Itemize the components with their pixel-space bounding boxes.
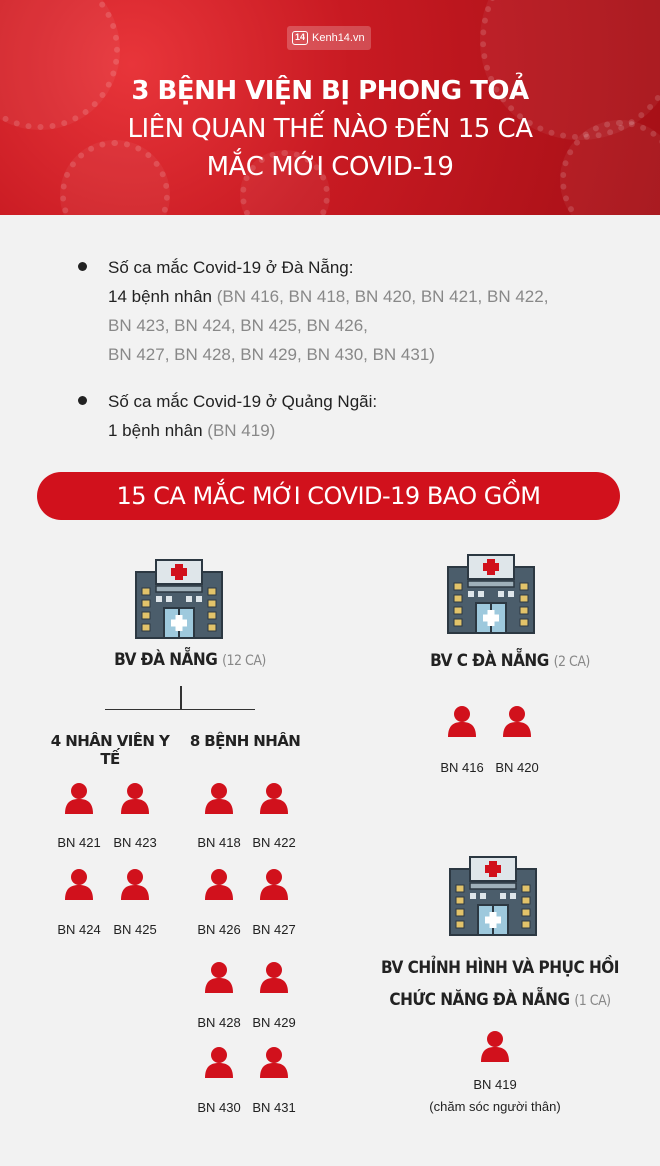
person-icon (258, 1046, 290, 1078)
person-icon (119, 868, 151, 900)
patient-label: BN 431 (252, 1100, 296, 1115)
logo-text: Kenh14.vn (312, 32, 365, 44)
hospital-name-chinh-hinh-line1: BV CHỈNH HÌNH VÀ PHỤC HỒI (381, 958, 619, 978)
group-title-patients: 8 BỆNH NHÂN (189, 732, 301, 750)
patient-label: BN 427 (252, 922, 296, 937)
person-icon (203, 782, 235, 814)
tree-connector (105, 709, 255, 710)
person-icon (63, 868, 95, 900)
hospital-icon (448, 855, 538, 937)
person-icon (63, 782, 95, 814)
patient-label: BN 419 (473, 1077, 517, 1092)
person-icon (446, 705, 478, 737)
patient-label: BN 423 (113, 835, 157, 850)
tree-connector (180, 686, 182, 710)
patient-label: BN 425 (113, 922, 157, 937)
hospital-name-c-da-nang (400, 651, 620, 671)
patient-label: BN 418 (197, 835, 241, 850)
bullet-quang-ngai (78, 387, 618, 445)
bullet-list: BN 427, BN 428, BN 429, BN 430, BN 431) (108, 345, 435, 364)
hospital-name: BV ĐÀ NẴNG (114, 650, 218, 670)
hospital-case-count: (12 CA) (222, 653, 266, 669)
person-icon (258, 782, 290, 814)
patient-label: BN 416 (440, 760, 484, 775)
logo-badge: 14 (292, 31, 308, 45)
person-icon (203, 961, 235, 993)
person-icon (258, 868, 290, 900)
bullet-body (108, 416, 618, 445)
hospital-icon (446, 553, 536, 635)
person-icon (203, 868, 235, 900)
header-banner (0, 0, 660, 215)
hospital-icon (134, 558, 224, 640)
person-icon (501, 705, 533, 737)
patient-label: BN 426 (197, 922, 241, 937)
bullet-body (108, 282, 618, 311)
bullet-da-nang (78, 253, 618, 369)
person-icon (203, 1046, 235, 1078)
person-icon (258, 961, 290, 993)
bullet-list: BN 423, BN 424, BN 425, BN 426, (108, 316, 368, 335)
section-banner: 15 CA MẮC MỚI COVID-19 BAO GỒM (37, 472, 620, 520)
bullet-count: 14 bệnh nhân (108, 287, 212, 306)
hospital-name: CHỨC NĂNG ĐÀ NẴNG (389, 990, 570, 1010)
patient-label: BN 420 (495, 760, 539, 775)
patient-note: (chăm sóc người thân) (429, 1099, 561, 1114)
hospital-name-da-nang (90, 650, 290, 670)
title-line-1: 3 BỆNH VIỆN BỊ PHONG TOẢ (131, 76, 529, 106)
bullet-heading: Số ca mắc Covid-19 ở Quảng Ngãi: (108, 392, 378, 411)
patient-label: BN 428 (197, 1015, 241, 1030)
kenh14-logo (287, 26, 371, 50)
bullet-list: (BN 416, BN 418, BN 420, BN 421, BN 422, (216, 287, 549, 306)
bullet-count: 1 bệnh nhân (108, 421, 203, 440)
summary-bullets (78, 253, 618, 463)
hospital-name-chinh-hinh-line2 (360, 990, 640, 1010)
person-icon (479, 1030, 511, 1062)
bullet-list: (BN 419) (207, 421, 276, 440)
person-icon (119, 782, 151, 814)
hospital-case-count: (1 CA) (574, 993, 611, 1009)
patient-label: BN 429 (252, 1015, 296, 1030)
bullet-dot (78, 396, 87, 405)
page-title (0, 72, 660, 186)
patient-label: BN 421 (57, 835, 101, 850)
title-line-2: LIÊN QUAN THẾ NÀO ĐẾN 15 CA (127, 114, 533, 144)
patient-label: BN 430 (197, 1100, 241, 1115)
hospital-case-count: (2 CA) (553, 654, 590, 670)
bullet-dot (78, 262, 87, 271)
title-line-3: MẮC MỚI COVID-19 (206, 152, 454, 182)
patient-label: BN 422 (252, 835, 296, 850)
group-title-staff: 4 NHÂN VIÊN Y TẾ (50, 732, 170, 768)
hospital-name: BV C ĐÀ NẴNG (430, 651, 549, 671)
bullet-heading: Số ca mắc Covid-19 ở Đà Nẵng: (108, 258, 354, 277)
patient-label: BN 424 (57, 922, 101, 937)
